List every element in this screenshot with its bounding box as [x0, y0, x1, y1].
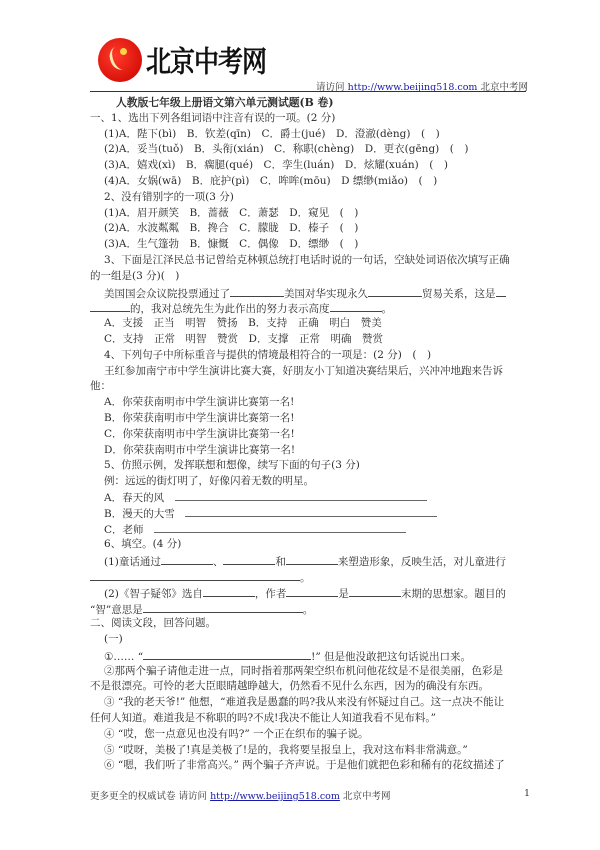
q3-text: 美国国会众议院投票通过了	[104, 287, 230, 300]
passage-para-6: ⑥ “嗯，我们听了非常高兴。” 两个骗子齐声说。于是他们就把色彩和稀有的花纹描述了	[104, 759, 505, 772]
section1-heading: 一、1、选出下列各组词语中注音有误的一项。(2 分)	[90, 111, 336, 124]
header-divider	[90, 91, 526, 92]
q6-text: 。	[302, 603, 314, 616]
q5-heading: 5、仿照示例，发挥联想和想像，续写下面的句子(3 分)	[104, 459, 360, 472]
passage-para-3-cont: 任何人知道。难道我是不称职的吗?不成!我决不能让人知道我看不见布料。”	[90, 712, 436, 725]
q3-passage-line2	[90, 300, 530, 316]
passage-para-1	[90, 648, 530, 664]
q4-option: C．你荣获南明市中学生演讲比赛第一名!	[104, 427, 295, 440]
q2-heading: 2、没有错别字的一项(3 分)	[104, 190, 234, 203]
answer-line	[185, 506, 437, 517]
q3-heading-cont: 的一组是(3 分)( )	[90, 269, 180, 282]
q3-heading: 3、下面是江泽民总书记曾给克林顿总统打电话时说的一句话，空缺处词语依次填写正确	[104, 253, 510, 266]
footer-text: 更多更全的权威试卷 请访问	[90, 791, 208, 802]
q2-item: (3)A．生气篷勃 B．慷慨 C．偶像 D．缥缈 ( )	[104, 238, 359, 251]
fill-blank	[230, 285, 284, 297]
q3-text: 美国对华实现永久	[284, 287, 368, 300]
logo-emblem-icon	[98, 38, 142, 82]
q6-text: 、	[212, 556, 224, 569]
q3-text: 。	[381, 303, 392, 316]
q6-text: (1)童话通过	[104, 556, 161, 569]
q6-1-line	[90, 553, 530, 569]
fill-blank	[161, 553, 213, 565]
q2-item: (1)A．眉开颜笑 B．蔷薇 C．萧瑟 D．窥见 ( )	[104, 206, 359, 219]
passage-para-3: ③ “我的老天爷!” 他想，“难道我是愚蠢的吗?我从来没有怀疑过自己。这一点决不能让	[104, 696, 505, 709]
q3-option: A．支援 正当 明智 赞扬 B．支持 正确 明白 赞美	[104, 317, 382, 330]
fill-blank	[286, 553, 338, 565]
fill-blank	[349, 585, 401, 597]
answer-line	[175, 490, 427, 501]
fill-blank	[330, 300, 382, 312]
q6-text: 来塑造形象，反映生活，对儿童进行	[337, 556, 506, 569]
page-footer	[90, 788, 530, 802]
q6-2-line-cont	[90, 601, 530, 617]
fill-blank	[368, 285, 422, 297]
passage-para-2-cont: 不是很漂亮。可怜的老大臣眼睛越睁越大，仍然看不见什么东西，因为的确没有东西。	[90, 680, 489, 693]
footer-site-name: 北京中考网	[342, 791, 391, 802]
q5-item	[90, 522, 530, 538]
q3-text: 的，我对总统先生为此作出的努力表示高度	[130, 303, 330, 316]
q6-text: 和	[275, 556, 286, 569]
q6-text: ，作者	[254, 587, 287, 600]
passage-text: ①…… “	[104, 650, 144, 663]
q4-option: A．你荣获南明市中学生演讲比赛第一名!	[104, 396, 295, 409]
q4-heading: 4、下列句子中所标重音与提供的情境最相符合的一项是：(2 分) ( )	[104, 348, 432, 361]
q3-passage-line1	[90, 285, 530, 301]
q6-text: (2)《智子疑邻》选自	[104, 587, 203, 600]
passage-text: !” 但是他没敢把这句话说出口来。	[311, 650, 472, 663]
site-logo[interactable]	[98, 38, 266, 82]
q5-item	[90, 490, 530, 506]
q3-text: 贸易关系，这是	[422, 287, 496, 300]
q6-text: 。	[300, 571, 311, 584]
logo-text: 北京中考网	[146, 45, 267, 79]
q6-1-line-cont	[90, 569, 530, 585]
q6-heading: 6、填空。(4 分)	[104, 538, 182, 551]
q4-context: 王红参加南宁市中学生演讲比赛大赛，好朋友小丁知道决赛结果后，兴冲冲地跑来告诉	[104, 364, 503, 377]
header-url-link[interactable]: http://www.beijing518.com	[347, 82, 478, 93]
fill-blank	[90, 300, 130, 312]
header-site-name: 北京中考网	[480, 82, 528, 93]
fill-blank	[143, 601, 303, 613]
q4-option: D．你荣获南明市中学生演讲比赛第一名!	[104, 443, 296, 456]
q2-item: (2)A．水波粼粼 B．搀合 C．朦胧 D．榛子 ( )	[104, 222, 359, 235]
document-title: 人教版七年级上册语文第六单元测试题(B 卷)	[116, 96, 334, 109]
answer-line	[154, 522, 406, 533]
q3-option: C．支持 正常 明智 赞赏 D．支撑 正常 明确 赞赏	[104, 332, 383, 345]
q6-2-line	[90, 585, 530, 601]
section2-sub: (一)	[104, 633, 123, 646]
q1-item: (4)A．女娲(wā) B．庇护(pì) C．哞哞(mōu) D 缥缈(miǎo) ( )	[104, 174, 438, 187]
passage-para-2: ②那两个骗子请他走进一点，同时指着那两架空织布机问他花纹是不是很美丽，色彩是	[104, 664, 503, 677]
footer-url-link[interactable]: http://www.beijing518.com	[210, 791, 340, 802]
q1-item: (2)A．妥当(tuǒ) B．头衔(xián) C．称职(chèng) D．更衣(gēng) ( )	[104, 143, 469, 156]
fill-blank	[223, 553, 275, 565]
q5-item-label: A．春天的风	[104, 491, 165, 504]
fill-blank	[496, 285, 506, 297]
passage-para-5: ⑤ “哎呀，美极了!真是美极了!是的，我将要呈报皇上，我对这布料非常满意。”	[104, 743, 468, 756]
q5-item-label: C．老师	[104, 523, 144, 536]
q6-text: “智”意思是	[90, 603, 143, 616]
visit-label: 请访问	[316, 82, 345, 93]
q1-item: (3)A．嬉戏(xì) B．瘸腿(qué) C．孪生(luán) D．炫耀(xuán) ( )	[104, 159, 448, 172]
fill-blank	[286, 585, 338, 597]
q5-item	[90, 506, 530, 522]
fill-blank	[203, 585, 255, 597]
q4-option: B．你荣获南明市中学生演讲比赛第一名!	[104, 411, 295, 424]
q1-item: (1)A．陛下(bì) B．钦差(qīn) C．爵士(jué) D．澄澈(dèng) ( )	[104, 127, 440, 140]
q6-text: 末期的思想家。题目的	[400, 587, 506, 600]
q4-context-cont: 他：	[90, 380, 111, 393]
q6-text: 是	[338, 587, 349, 600]
section2-heading: 二、阅读文段，回答问题。	[90, 617, 216, 630]
q5-item-label: B．漫天的大雪	[104, 507, 175, 520]
fill-blank	[143, 648, 311, 660]
passage-para-4: ④ “哎，您一点意见也没有吗?” 一个正在织布的骗子说。	[104, 727, 369, 740]
page-header	[90, 30, 540, 92]
fill-blank	[90, 569, 300, 581]
q5-example: 例：远远的街灯明了，好像闪着无数的明星。	[104, 475, 314, 488]
page-number: 1	[523, 788, 530, 799]
document-body	[90, 95, 530, 774]
